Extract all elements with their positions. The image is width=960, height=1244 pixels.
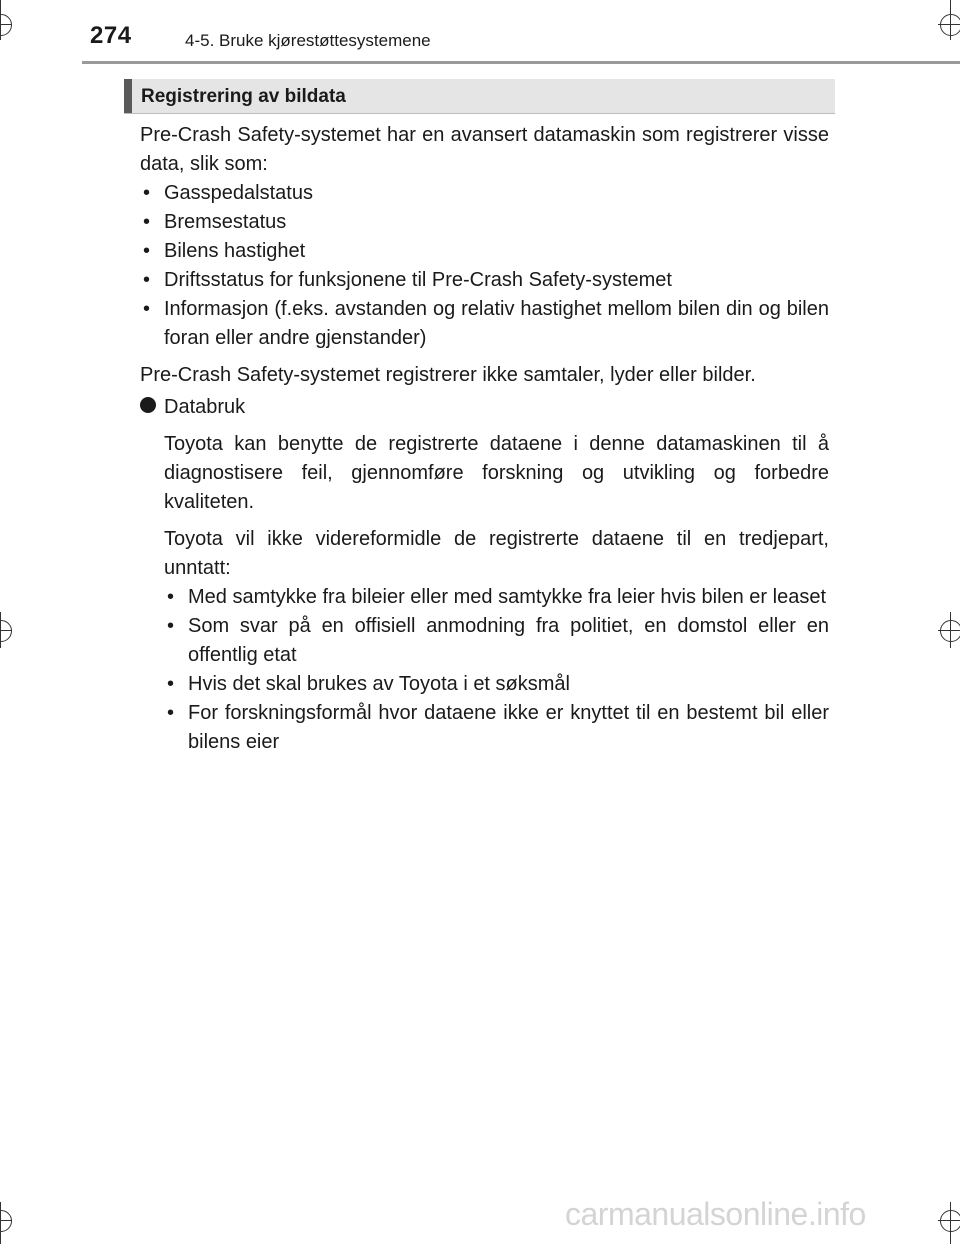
page-body xyxy=(140,121,829,757)
list-item: • Med samtykke fra bileier eller med samtykke fra leier hvis bilen er leaset xyxy=(164,583,829,612)
not-recorded-paragraph: Pre-Crash Safety-systemet registrerer ikke samtaler, lyder eller bilder. xyxy=(140,364,756,386)
list-item: • For forskningsformål hvor dataene ikke er knyttet til en bestemt bil eller bilens eier xyxy=(164,699,829,757)
bullet-icon: • xyxy=(143,240,151,262)
section-heading: Registrering av bildata xyxy=(141,86,346,107)
bullet-icon: • xyxy=(143,298,151,320)
filled-circle-icon xyxy=(140,397,156,413)
page-header xyxy=(0,0,960,64)
section-heading-bar xyxy=(124,79,835,114)
bullet-icon: • xyxy=(143,269,151,291)
list-item: • Hvis det skal brukes av Toyota i et søksmål xyxy=(164,670,829,699)
bullet-icon: • xyxy=(143,182,151,204)
list-item: • Bremsestatus xyxy=(140,208,829,237)
watermark: carmanualsonline.info xyxy=(565,1196,866,1232)
intro-paragraph: Pre-Crash Safety-systemet har en avansert datamaskin som registrerer visse data, slik som: xyxy=(140,124,829,175)
list-item: • Bilens hastighet xyxy=(140,237,829,266)
list-item: • Som svar på en offisiell anmodning fra politiet, en domstol eller en offentlig etat xyxy=(164,612,829,670)
page-number: 274 xyxy=(90,22,132,49)
exceptions-list xyxy=(164,583,829,757)
bullet-icon: • xyxy=(167,702,175,724)
bullet-icon: • xyxy=(167,673,175,695)
bullet-icon: • xyxy=(143,211,151,233)
bullet-icon: • xyxy=(167,586,175,608)
bullet-icon: • xyxy=(167,615,175,637)
list-item: • Informasjon (f.eks. avstanden og relativ hastighet mellom bilen din og bilen foran eller andre gjenstander) xyxy=(140,295,829,353)
recorded-data-list xyxy=(140,179,829,353)
data-use-paragraph-2: Toyota vil ikke videreformidle de registrerte dataene til en tredjepart, unntatt: xyxy=(164,528,829,579)
list-item: • Driftsstatus for funksjonene til Pre-Crash Safety-systemet xyxy=(140,266,829,295)
header-rule xyxy=(82,61,960,64)
data-use-paragraph-1: Toyota kan benytte de registrerte dataene i denne datamaskinen til å diagnostisere feil, gjennomføre forskning og utvikling og forbedre kvaliteten. xyxy=(164,433,829,513)
section-title: 4-5. Bruke kjørestøttesystemene xyxy=(185,31,431,50)
data-use-section xyxy=(140,430,829,757)
data-use-heading: Databruk xyxy=(140,393,829,422)
list-item: • Gasspedalstatus xyxy=(140,179,829,208)
